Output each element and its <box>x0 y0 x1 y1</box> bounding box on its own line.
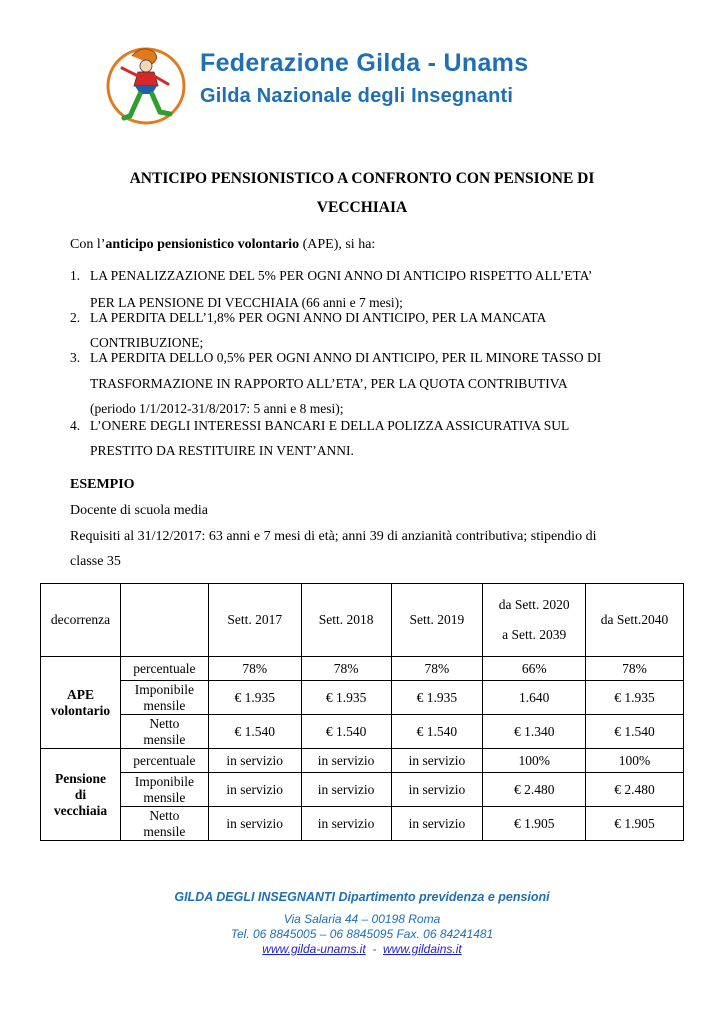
list-number: 2. <box>70 310 81 325</box>
row-label <box>120 657 208 681</box>
table-cell: 100% <box>586 749 684 773</box>
link-gildains[interactable]: www.gildains.it <box>383 942 462 956</box>
list-item-3 <box>70 350 601 366</box>
list-item-2-cont: CONTRIBUZIONE; <box>90 335 204 350</box>
table-cell: in servizio <box>208 749 301 773</box>
footer-department <box>0 890 724 904</box>
header-blank <box>120 584 208 657</box>
table-cell: in servizio <box>301 773 391 807</box>
table-cell: € 1.935 <box>391 681 483 715</box>
footer-dept-bold: GILDA DEGLI INSEGNANTI <box>174 890 336 904</box>
header-2020-2039 <box>483 584 586 657</box>
table-cell: € 1.540 <box>391 715 483 749</box>
row-label <box>120 681 208 715</box>
table-cell: in servizio <box>391 807 483 841</box>
table-cell: 66% <box>483 657 586 681</box>
header-2020-line2: a Sett. 2039 <box>502 627 567 642</box>
table-cell: 78% <box>391 657 483 681</box>
table-cell: € 1.935 <box>301 681 391 715</box>
footer-dept-rest: Dipartimento previdenza e pensioni <box>335 890 550 904</box>
table-cell: € 2.480 <box>586 773 684 807</box>
list-text: L’ONERE DEGLI INTERESSI BANCARI E DELLA POLIZZA ASSICURATIVA SUL <box>90 418 570 433</box>
list-text: LA PERDITA DELL’1,8% PER OGNI ANNO DI ANTICIPO, PER LA MANCATA <box>90 310 547 325</box>
table-cell: € 1.540 <box>301 715 391 749</box>
footer-address: Via Salaria 44 – 00198 Roma <box>283 912 441 926</box>
header-sett-2019: Sett. 2019 <box>391 584 483 657</box>
row-label-line: mensile <box>143 731 186 747</box>
header-decorrenza: decorrenza <box>41 584 121 657</box>
org-name: Federazione Gilda - Unams <box>200 49 529 77</box>
row-label <box>120 773 208 807</box>
header-sett-2017: Sett. 2017 <box>208 584 301 657</box>
list-item-4 <box>70 418 569 434</box>
table-cell: € 1.935 <box>208 681 301 715</box>
group-label-line: APE <box>66 686 94 702</box>
table-cell: 1.640 <box>483 681 586 715</box>
row-label <box>120 749 208 773</box>
group-label-line: vecchiaia <box>53 802 108 818</box>
group-pensione-label <box>41 749 121 841</box>
table-row <box>41 657 684 681</box>
header-sett-2018: Sett. 2018 <box>301 584 391 657</box>
list-number: 1. <box>70 268 81 283</box>
table-header-row <box>41 584 684 657</box>
row-label-line: mensile <box>143 789 186 805</box>
table-cell: in servizio <box>208 807 301 841</box>
table-row <box>41 715 684 749</box>
organization-header <box>200 48 528 109</box>
group-label-line: di <box>74 786 87 802</box>
table-row <box>41 807 684 841</box>
table-row <box>41 749 684 773</box>
org-subtitle: Gilda Nazionale degli Insegnanti <box>200 85 514 107</box>
comparison-table <box>40 583 684 841</box>
table-cell: in servizio <box>208 773 301 807</box>
list-text: LA PERDITA DELLO 0,5% PER OGNI ANNO DI ANTICIPO, PER IL MINORE TASSO DI <box>90 350 602 365</box>
table-cell: 100% <box>483 749 586 773</box>
footer-links <box>0 942 724 956</box>
list-text: LA PENALIZZAZIONE DEL 5% PER OGNI ANNO DI ANTICIPO RISPETTO ALL’ETA’ <box>90 268 593 283</box>
intro-prefix: Con l’ <box>70 237 106 252</box>
example-line2: Requisiti al 31/12/2017: 63 anni e 7 mesi di età; anni 39 di anzianità contributiva; stipendio di <box>70 529 597 544</box>
row-label <box>120 807 208 841</box>
table-cell: € 2.480 <box>483 773 586 807</box>
table-cell: € 1.340 <box>483 715 586 749</box>
list-item-3-cont: TRASFORMAZIONE IN RAPPORTO ALL’ETA’, PER LA QUOTA CONTRIBUTIVA <box>90 376 568 391</box>
intro-paragraph <box>70 236 375 253</box>
group-label-line: volontario <box>50 702 111 718</box>
document-title-line1: ANTICIPO PENSIONISTICO A CONFRONTO CON PENSIONE DI <box>129 170 595 187</box>
list-number: 3. <box>70 350 81 365</box>
footer-phones: Tel. 06 8845005 – 06 8845095 Fax. 06 84241481 <box>230 927 494 941</box>
row-label-line: mensile <box>143 823 186 839</box>
row-label-line: Netto <box>149 715 180 731</box>
list-item-1 <box>70 268 592 284</box>
table-cell: € 1.540 <box>586 715 684 749</box>
list-item-3-cont2: (periodo 1/1/2012-31/8/2017: 5 anni e 8 mesi); <box>90 401 344 416</box>
document-title-line2: VECCHIAIA <box>316 199 408 216</box>
row-label-line: Netto <box>149 807 180 823</box>
table-row <box>41 773 684 807</box>
list-item-1-cont: PER LA PENSIONE DI VECCHIAIA (66 anni e 7 mesi); <box>90 295 403 310</box>
list-number: 4. <box>70 418 81 433</box>
example-heading: ESEMPIO <box>70 477 135 492</box>
row-label-line: Imponibile <box>134 773 194 789</box>
intro-suffix: (APE), si ha: <box>299 237 376 252</box>
table-cell: in servizio <box>391 749 483 773</box>
row-label-line: Imponibile <box>134 681 194 697</box>
table-cell: € 1.905 <box>586 807 684 841</box>
footer-link-separator: - <box>365 942 383 956</box>
example-line3: classe 35 <box>70 554 121 569</box>
table-cell: 78% <box>301 657 391 681</box>
row-label <box>120 715 208 749</box>
table-cell: in servizio <box>301 749 391 773</box>
table-cell: € 1.540 <box>208 715 301 749</box>
table-cell: € 1.905 <box>483 807 586 841</box>
gilda-logo <box>102 42 190 126</box>
table-cell: € 1.935 <box>586 681 684 715</box>
example-line1: Docente di scuola media <box>70 503 209 518</box>
table-cell: 78% <box>586 657 684 681</box>
header-2020-line1: da Sett. 2020 <box>498 597 570 612</box>
table-row <box>41 681 684 715</box>
row-label-line: mensile <box>143 697 186 713</box>
group-ape-label <box>41 657 121 749</box>
row-label-line: percentuale <box>133 660 196 676</box>
table-cell: 78% <box>208 657 301 681</box>
row-label-line: percentuale <box>133 752 196 768</box>
header-sett-2040: da Sett.2040 <box>586 584 684 657</box>
table-cell: in servizio <box>391 773 483 807</box>
intro-bold: anticipo pensionistico volontario <box>105 237 300 252</box>
list-item-2 <box>70 310 546 326</box>
link-gilda-unams[interactable]: www.gilda-unams.it <box>262 942 366 956</box>
group-label-line: Pensione <box>54 770 106 786</box>
table-cell: in servizio <box>301 807 391 841</box>
list-item-4-cont: PRESTITO DA RESTITUIRE IN VENT’ANNI. <box>90 443 354 458</box>
